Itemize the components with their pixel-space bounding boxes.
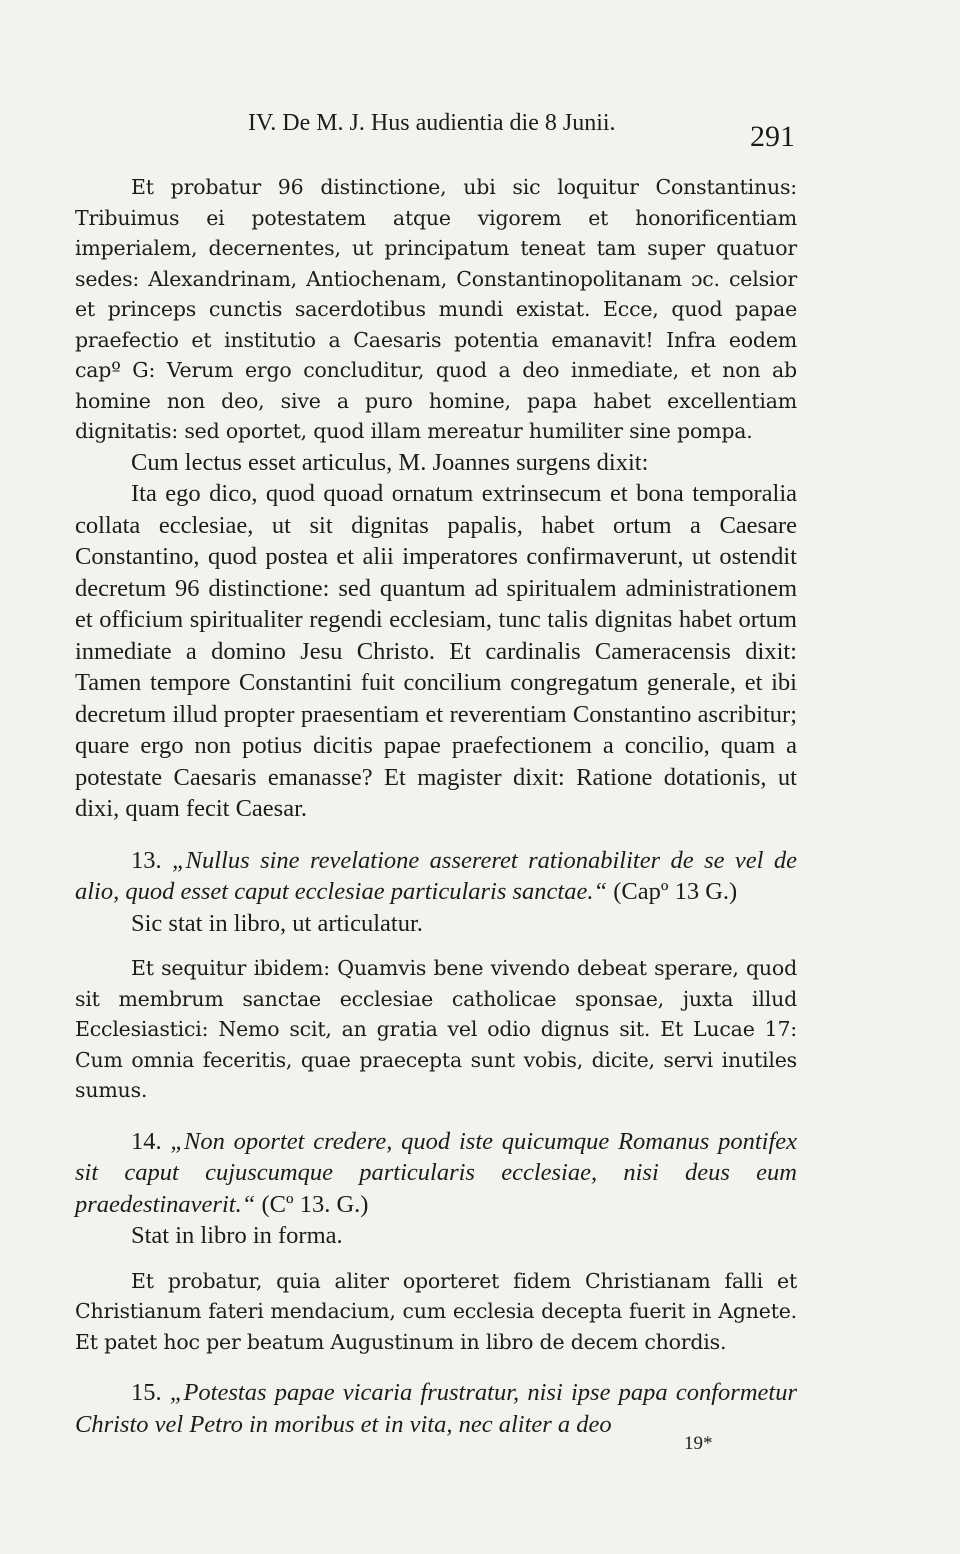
- paragraph-stat-in-libro: Stat in libro in forma.: [131, 1222, 343, 1249]
- article-13: [75, 845, 797, 908]
- article-15: [75, 1377, 797, 1440]
- article-quote: „Nullus sine revelatione assereret rationabiliter de se vel de alio, quod esset caput ecclesiae particularis sanctae.“: [75, 846, 798, 905]
- article-number: 13.: [131, 846, 162, 874]
- paragraph-et-sequitur: Et sequitur ibidem: Quamvis bene vivendo debeat sperare, quod sit membrum sanctae ecclesiae catholicae sponsae, juxta illud Ecclesiastici: Nemo scit, an gratia vel odio dignus sit. Et Lucae 17: Cum omnia feceritis, quae praecepta sunt vobis, dicite, servi inutiles sumus.: [75, 956, 797, 1102]
- article-14: [75, 1126, 797, 1221]
- body-text: [75, 172, 797, 1440]
- article-quote: „Potestas papae vicaria frustratur, nisi ipse papa conformetur Christo vel Petro in moribus et in vita, nec aliter a deo: [75, 1379, 797, 1438]
- paragraph-sic-stat: Sic stat in libro, ut articulatur.: [131, 909, 423, 937]
- page-header: [248, 110, 795, 153]
- paragraph-probatur-96: Et probatur 96 distinctione, ubi sic loquitur Constantinus: Tribuimus ei potestatem atque vigorem et honorificentiam imperialem, decernentes, ut principatum teneat tam super quatuor sedes: Alexandrinam, Antiochenam, Constantinopolitanam ɔc. celsior et princeps cunctis sacerdotibus mundi existat. Ecce, quod papae praefectio et institutio a Caesaris potentia emanavit! Infra eodem capº G: Verum ergo concluditur, quod a deo inmediate, et non ab homine non deo, sive a puro homine, papa habet excellentiam dignitatis: sed oportet, quod illam mereatur humiliter sine pompa.: [75, 175, 797, 443]
- paragraph-ita-ego-dico: Ita ego dico, quod quoad ornatum extrinsecum et bona temporalia collata ecclesiae, ut sit dignitas papalis, habet ortum a Caesare Constantino, quod postea et alii imperatores confirmaverunt, ut ostendit decretum 96 distinctione: sed quantum ad spiritualem administrationem et officium spiritualiter regendi ecclesiam, tunc talis dignitas habet ortum inmediate a domino Jesu Christo. Et cardinalis Cameracensis dixit: Tamen tempore Constantini fuit concilium congregatum generale, et ibi decretum illud propter praesentiam et reverentiam Constantino ascribitur; quare ergo non potius dicitis papae praefectionem a concilio, quam a potestate Caesaris emanasse? Et magister dixit: Ratione dotationis, ut dixi, quam fecit Caesar.: [75, 480, 797, 822]
- paragraph-et-probatur-quia: Et probatur, quia aliter oporteret fidem Christianam falli et Christianum fateri mendacium, cum ecclesia decepta fuerit in Agnete. Et patet hoc per beatum Augustinum in libro de decem chordis.: [75, 1268, 797, 1354]
- article-reference: (Capº 13 G.): [613, 878, 738, 905]
- article-number: 15.: [131, 1379, 162, 1406]
- page-number: 291: [750, 120, 795, 153]
- paragraph-cum-lectus: Cum lectus esset articulus, M. Joannes surgens dixit:: [131, 448, 649, 476]
- article-quote: „Non oportet credere, quod iste quicumque Romanus pontifex sit caput cujuscumque particularis ecclesiae, nisi deus eum praedestinaverit.“: [75, 1127, 797, 1218]
- article-number: 14.: [131, 1127, 162, 1155]
- signature-mark: 19*: [684, 1433, 713, 1454]
- article-reference: (Cº 13. G.): [261, 1190, 369, 1218]
- running-title: IV. De M. J. Hus audientia die 8 Junii.: [248, 110, 616, 136]
